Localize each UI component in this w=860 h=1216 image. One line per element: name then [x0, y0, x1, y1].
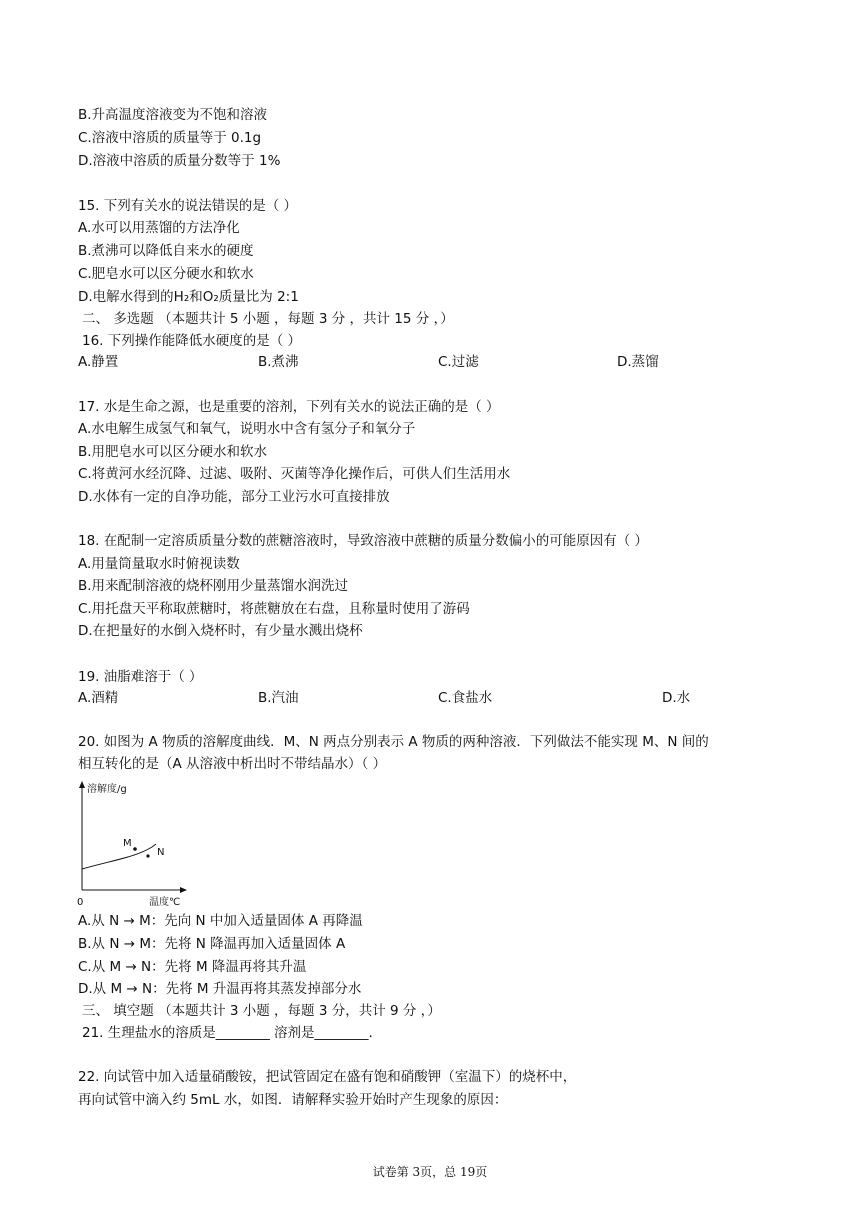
y-axis-arrow	[79, 781, 85, 788]
q17-option-b: B.用肥皂水可以区分硬水和软水	[78, 444, 268, 460]
x-axis-arrow	[180, 887, 187, 893]
solubility-curve	[82, 844, 156, 869]
q17-option-c: C.将黄河水经沉降、过滤、吸附、灭菌等净化操作后，可供人们生活用水	[78, 466, 511, 482]
section-3-header: 三、 填空题 （本题共计 3 小题 ，每题 3 分，共计 9 分 ，）	[82, 1003, 441, 1019]
q17-stem: 17. 水是生命之源，也是重要的溶剂，下列有关水的说法正确的是（ ）	[78, 399, 500, 415]
q21-stem: 21. 生理盐水的溶质是________ 溶剂是________.	[82, 1025, 373, 1041]
x-axis-label: 温度℃	[149, 897, 181, 908]
solubility-curve-figure	[74, 778, 194, 910]
section-2-header: 二、 多选题 （本题共计 5 小题 ，每题 3 分 ，共计 15 分 ，）	[82, 311, 454, 327]
point-n-label: N	[157, 847, 165, 858]
y-axis-label: 溶解度/g	[87, 784, 127, 795]
q15-stem: 15. 下列有关水的说法错误的是（ ）	[78, 198, 298, 214]
q19-option-b: B.汽油	[258, 690, 299, 706]
q16-option-c: C.过滤	[438, 354, 479, 370]
q19-option-d: D.水	[662, 690, 691, 706]
q15-option-a: A.水可以用蒸馏的方法净化	[78, 220, 240, 236]
q18-option-b: B.用来配制溶液的烧杯刚用少量蒸馏水润洗过	[78, 578, 349, 594]
q15-option-c: C.肥皂水可以区分硬水和软水	[78, 266, 254, 282]
q15-option-d: D.电解水得到的H₂和O₂质量比为 2:1	[78, 289, 299, 305]
q16-option-d: D.蒸馏	[617, 354, 659, 370]
q18-option-a: A.用量筒量取水时俯视读数	[78, 556, 240, 572]
point-n	[146, 854, 149, 857]
q20-option-a: A.从 N → M：先向 N 中加入适量固体 A 再降温	[78, 913, 363, 929]
q19-stem: 19. 油脂难溶于（ ）	[78, 669, 203, 685]
q22-stem-line2: 再向试管中滴入约 5mL 水，如图．请解释实验开始时产生现象的原因：	[78, 1092, 508, 1108]
q20-option-b: B.从 N → M：先将 N 降温再加入适量固体 A	[78, 936, 346, 952]
q20-option-d: D.从 M → N：先将 M 升温再将其蒸发掉部分水	[78, 981, 362, 997]
q20-stem-line2: 相互转化的是（A 从溶液中析出时不带结晶水）（ ）	[78, 756, 387, 772]
q19-option-c: C.食盐水	[438, 690, 493, 706]
q17-option-d: D.水体有一定的自净功能，部分工业污水可直接排放	[78, 489, 390, 505]
q20-option-c: C.从 M → N：先将 M 降温再将其升温	[78, 959, 307, 975]
point-m	[133, 847, 137, 851]
q20-stem-line1: 20. 如图为 A 物质的溶解度曲线．M、N 两点分别表示 A 物质的两种溶液．下列做法不能实现 M、N 间的	[78, 734, 709, 750]
point-m-label: M	[123, 838, 132, 849]
q15-option-b: B.煮沸可以降低自来水的硬度	[78, 243, 254, 259]
q18-stem: 18. 在配制一定溶质质量分数的蔗糖溶液时，导致溶液中蔗糖的质量分数偏小的可能原因有（ ）	[78, 533, 649, 549]
q16-option-a: A.静置	[78, 354, 119, 370]
q14-option-c: C.溶液中溶质的质量等于 0.1g	[78, 130, 262, 146]
q22-stem-line1: 22. 向试管中加入适量硝酸铵，把试管固定在盛有饱和硝酸钾（室温下）的烧杯中，	[78, 1069, 577, 1085]
q14-option-b: B.升高温度溶液变为不饱和溶液	[78, 107, 268, 123]
q18-option-c: C.用托盘天平称取蔗糖时，将蔗糖放在右盘，且称量时使用了游码	[78, 601, 470, 617]
q16-stem: 16. 下列操作能降低水硬度的是（ ）	[82, 333, 302, 349]
q14-option-d: D.溶液中溶质的质量分数等于 1%	[78, 153, 281, 169]
q19-option-a: A.酒精	[78, 690, 119, 706]
q16-option-b: B.煮沸	[258, 354, 299, 370]
q17-option-a: A.水电解生成氢气和氧气，说明水中含有氢分子和氧分子	[78, 421, 416, 437]
q18-option-d: D.在把量好的水倒入烧杯时，有少量水溅出烧杯	[78, 623, 363, 639]
origin-label: 0	[77, 897, 84, 908]
page-footer: 试卷第 3页，总 19页	[372, 1165, 488, 1179]
